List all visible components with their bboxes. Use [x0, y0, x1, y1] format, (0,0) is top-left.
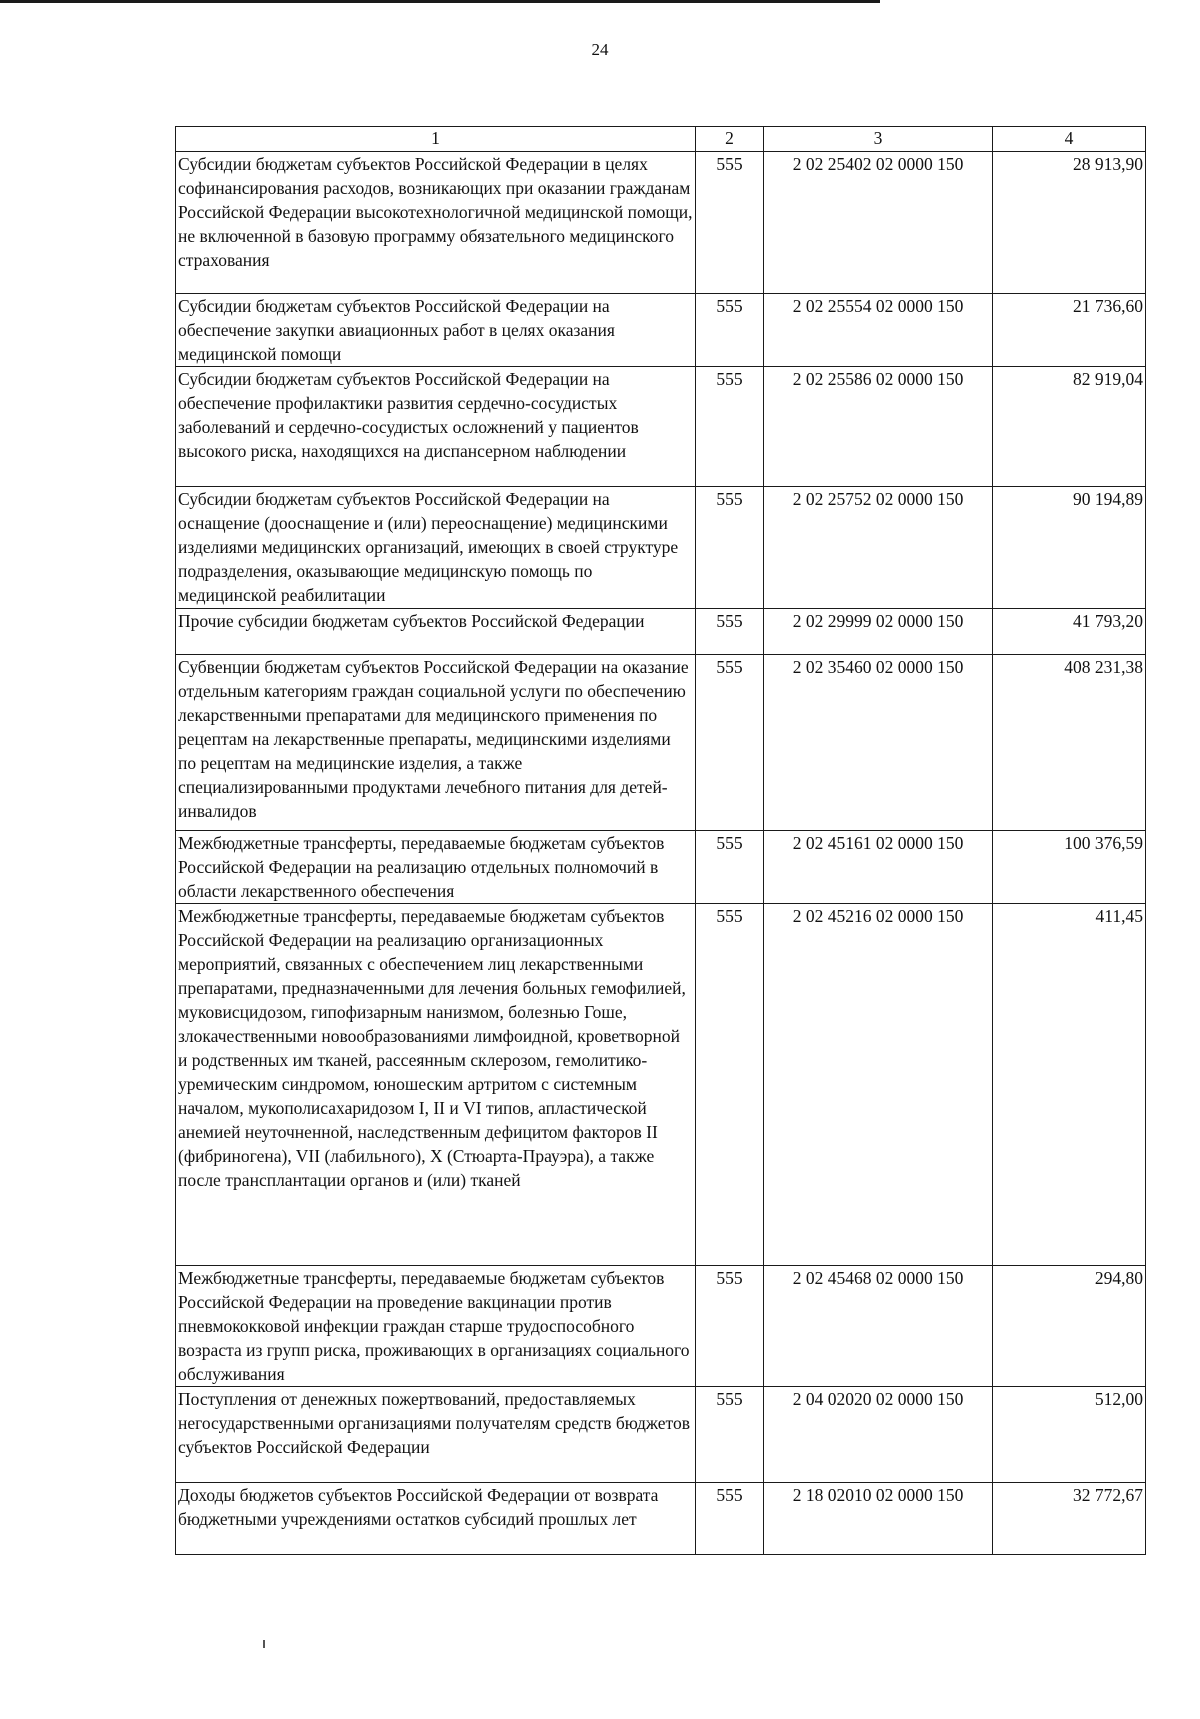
- row-budget-code-cell: 2 02 25554 02 0000 150: [764, 294, 993, 367]
- row-admin-code-cell: 555: [696, 655, 764, 831]
- row-name-cell: Межбюджетные трансферты, передаваемые бюджетам субъектов Российской Федерации на реализацию отдельных полномочий в области лекарственного обеспечения: [176, 831, 696, 904]
- row-budget-code-cell: 2 02 45216 02 0000 150: [764, 904, 993, 1266]
- row-amount-cell: 512,00: [993, 1387, 1146, 1483]
- row-admin-code-cell: 555: [696, 367, 764, 487]
- row-admin-code-cell: 555: [696, 904, 764, 1266]
- row-amount-cell: 32 772,67: [993, 1483, 1146, 1555]
- top-scan-rule: [0, 0, 880, 3]
- row-budget-code-cell: 2 02 25402 02 0000 150: [764, 152, 993, 294]
- row-admin-code-cell: 555: [696, 152, 764, 294]
- table-row: [176, 609, 1146, 655]
- row-admin-code-cell: 555: [696, 1266, 764, 1387]
- row-admin-code-cell: 555: [696, 831, 764, 904]
- table-row: [176, 904, 1146, 1266]
- row-amount-cell: 294,80: [993, 1266, 1146, 1387]
- table-row: [176, 831, 1146, 904]
- table-row: [176, 152, 1146, 294]
- row-amount-cell: 411,45: [993, 904, 1146, 1266]
- row-amount-cell: 41 793,20: [993, 609, 1146, 655]
- table-row: [176, 487, 1146, 609]
- row-name-cell: Субсидии бюджетам субъектов Российской Федерации на оснащение (дооснащение и (или) переоснащение) медицинскими изделиями медицинских организаций, имеющих в своей структуре подразделения, оказывающие медицинскую помощь по медицинской реабилитации: [176, 487, 696, 609]
- row-name-cell: Субсидии бюджетам субъектов Российской Федерации на обеспечение закупки авиационных работ в целях оказания медицинской помощи: [176, 294, 696, 367]
- row-budget-code-cell: 2 02 25586 02 0000 150: [764, 367, 993, 487]
- row-name-cell: Субсидии бюджетам субъектов Российской Федерации на обеспечение профилактики развития сердечно-сосудистых заболеваний и сердечно-сосудистых осложнений у пациентов высокого риска, находящихся на диспансерном наблюдении: [176, 367, 696, 487]
- row-name-cell: Доходы бюджетов субъектов Российской Федерации от возврата бюджетными учреждениями остатков субсидий прошлых лет: [176, 1483, 696, 1555]
- scan-speck: [263, 1640, 265, 1648]
- row-amount-cell: 100 376,59: [993, 831, 1146, 904]
- row-budget-code-cell: 2 02 45161 02 0000 150: [764, 831, 993, 904]
- table-row: [176, 367, 1146, 487]
- row-amount-cell: 28 913,90: [993, 152, 1146, 294]
- row-budget-code-cell: 2 02 29999 02 0000 150: [764, 609, 993, 655]
- page-number: 24: [591, 40, 609, 59]
- table-header-row: [176, 127, 1146, 152]
- row-name-cell: Субсидии бюджетам субъектов Российской Федерации в целях софинансирования расходов, возникающих при оказании гражданам Российской Федерации высокотехнологичной медицинской помощи, не включенной в базовую программу обязательного медицинского страхования: [176, 152, 696, 294]
- row-name-cell: Субвенции бюджетам субъектов Российской Федерации на оказание отдельным категориям граждан социальной услуги по обеспечению лекарственными препаратами для медицинского применения по рецептам на лекарственные препараты, медицинскими изделиями по рецептам на медицинские изделия, а также специализированными продуктами лечебного питания для детей-инвалидов: [176, 655, 696, 831]
- row-budget-code-cell: 2 02 45468 02 0000 150: [764, 1266, 993, 1387]
- row-name-cell: Поступления от денежных пожертвований, предоставляемых негосударственными организациями получателям средств бюджетов субъектов Российской Федерации: [176, 1387, 696, 1483]
- header-col-3: 3: [764, 127, 993, 152]
- row-admin-code-cell: 555: [696, 1483, 764, 1555]
- header-col-1: 1: [176, 127, 696, 152]
- table-row: [176, 1387, 1146, 1483]
- row-admin-code-cell: 555: [696, 609, 764, 655]
- row-name-cell: Межбюджетные трансферты, передаваемые бюджетам субъектов Российской Федерации на реализацию организационных мероприятий, связанных с обеспечением лиц лекарственными препаратами, предназначенными для лечения больных гемофилией, муковисцидозом, гипофизарным нанизмом, болезнью Гоше, злокачественными новообразованиями лимфоидной, кроветворной и родственных им тканей, рассеянным склерозом, гемолитико-уремическим синдромом, юношеским артритом с системным началом, мукополисахаридозом I, II и VI типов, апластической анемией неуточненной, наследственным дефицитом факторов II (фибриногена), VII (лабильного), X (Стюарта-Прауэра), а также после трансплантации органов и (или) тканей: [176, 904, 696, 1266]
- row-budget-code-cell: 2 02 35460 02 0000 150: [764, 655, 993, 831]
- row-amount-cell: 90 194,89: [993, 487, 1146, 609]
- table-row: [176, 294, 1146, 367]
- row-name-cell: Прочие субсидии бюджетам субъектов Российской Федерации: [176, 609, 696, 655]
- row-budget-code-cell: 2 04 02020 02 0000 150: [764, 1387, 993, 1483]
- header-col-2: 2: [696, 127, 764, 152]
- row-admin-code-cell: 555: [696, 294, 764, 367]
- row-budget-code-cell: 2 02 25752 02 0000 150: [764, 487, 993, 609]
- row-admin-code-cell: 555: [696, 1387, 764, 1483]
- header-col-4: 4: [993, 127, 1146, 152]
- table-row: [176, 655, 1146, 831]
- row-amount-cell: 21 736,60: [993, 294, 1146, 367]
- row-name-cell: Межбюджетные трансферты, передаваемые бюджетам субъектов Российской Федерации на проведение вакцинации против пневмококковой инфекции граждан старше трудоспособного возраста из групп риска, проживающих в организациях социального обслуживания: [176, 1266, 696, 1387]
- table-row: [176, 1266, 1146, 1387]
- row-budget-code-cell: 2 18 02010 02 0000 150: [764, 1483, 993, 1555]
- row-admin-code-cell: 555: [696, 487, 764, 609]
- row-amount-cell: 82 919,04: [993, 367, 1146, 487]
- table-row: [176, 1483, 1146, 1555]
- budget-revenue-table: [175, 126, 1146, 1555]
- row-amount-cell: 408 231,38: [993, 655, 1146, 831]
